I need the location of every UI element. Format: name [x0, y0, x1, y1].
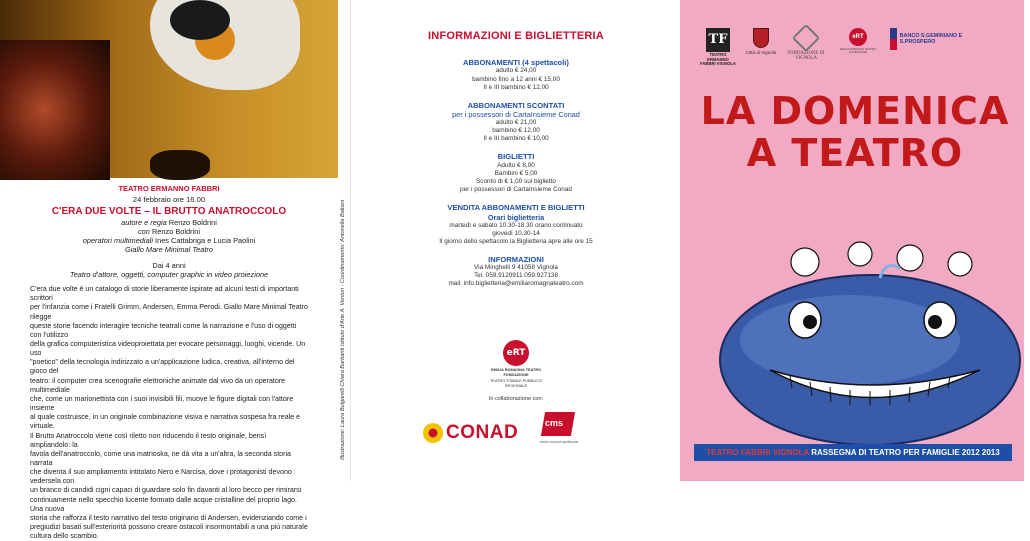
- banco-mark-icon: [890, 28, 897, 50]
- ert-small-logo: eRT EMILIA ROMAGNA TEATRO FONDAZIONE: [834, 28, 882, 54]
- genre: Teatro d'attore, oggetti, computer graphic in video proiezione: [69, 269, 269, 279]
- ert-logo: eRT EMILIA ROMAGNA TEATRO FONDAZIONE TEATRO STABILE PUBBLICO REGIONALE: [481, 340, 551, 388]
- show-photo: [0, 0, 338, 178]
- sponsor-logos: [700, 28, 1014, 72]
- banco-logo: BANCO S.GEMINIANO E S.PROSPERO: [890, 28, 966, 50]
- show-title: C'ERA DUE VOLTE – IL BRUTTO ANATROCCOLO: [51, 205, 287, 217]
- age-range: Dai 4 anni: [152, 260, 186, 270]
- knot-icon: [792, 24, 820, 52]
- teatro-fabbri-logo: TF TEATRO ERMANNO FABBRI VIGNOLA: [700, 28, 736, 67]
- collaboration-label: In collaborazione con:: [488, 396, 544, 402]
- credit-author: autore e regia Renzo Boldrini: [121, 217, 217, 227]
- venue-name: TEATRO ERMANNO FABBRI: [118, 184, 220, 193]
- section-abbonamenti: ABBONAMENTI (4 spettacoli) adulto € 24,00 bambino fino a 12 anni € 15,00 II e III bambino € 12,00: [463, 58, 569, 91]
- info-heading: INFORMAZIONI E BIGLIETTERIA: [428, 30, 604, 42]
- series-banner: TEATRO FABBRI VIGNOLA RASSEGNA DI TEATRO PER FAMIGLIE 2012 2013: [694, 444, 1012, 461]
- credit-multimedia: operatori multimediali Ines Cattabriga e Lucia Paolini: [82, 236, 256, 246]
- show-details: [30, 184, 308, 541]
- company-name: Giallo Mare Minimal Teatro: [124, 245, 214, 255]
- conad-logo: CONAD: [423, 422, 518, 444]
- cover-title: LA DOMENICA A TEATRO: [700, 89, 1010, 175]
- actor-image: [0, 40, 110, 180]
- cms-logo: cms centro musica spettacolo: [537, 410, 577, 450]
- vignola-crest-logo: Città di Vignola: [744, 28, 778, 55]
- show-description: C'era due volte è un catalogo di storie liberamente ispirate ad alcuni testi di importanti scrittori per l'infanzia come i Fratelli Grimm, Andersen, Emma Perodi. Giallo Mare Minimal Teatro rilegge queste storie facendo interagire tecniche teatrali come la narrazione e l'uso di oggetti con l'utilizzo della grafica computeristica videoproiettata per evocare personaggi, luoghi, vicende. Un uso "poetico" della tecnologia indirizzato a un'applicazione ludica, creativa, all'interno del gioco del teatro: il computer crea scenografie elettroniche animate dal vivo da un operatore multimediale che, come un marionettista con i suoi invisibili fili, muove le figure digitali con l'attore insieme al quale costruisce, in un originale combinazione visiva e narrativa sospesa fra reale e virtuale. Il Brutto Anatroccolo viene così riletto non riducendo il testo originale, bensì ampliandolo: la favola dell'anatroccolo, come una matrioska, ne dà vita a un'altra, la seconda storia narrata che diventa il suo ampliamento intitolato Nero e Narcisa, dove i protagonisti devono vedersela con un branco di candidi cigni capaci di guardare solo fin davanti al loro becco per rimirarsi continuamente nello specchio lucente formato dalle acque cristalline del proprio lago. Una nuova storia che rafforza il testo narrativo del testo originario di Andersen, evidenziando come i pregiudizi basati sull'esteriorità possono creare ostacoli insormontabili a una più naturale cultura dello scambio.: [30, 285, 308, 541]
- cover-panel: [680, 0, 1024, 481]
- shield-icon: [753, 28, 769, 48]
- show-date: 24 febbraio ore 16.00: [132, 195, 206, 205]
- conad-flower-icon: [423, 423, 443, 443]
- info-email[interactable]: mail: info.biglietteria@emiliaromagnateatro.com: [448, 280, 584, 288]
- section-vendita: VENDITA ABBONAMENTI E BIGLIETTI Orari biglietteria martedì e sabato 10.30-18.30 orario continuato giovedì 10.30-14 Il giorno dello spettacolo la Biglietteria apre alle ore 15: [439, 203, 593, 245]
- section-abbonamenti-scontati: ABBONAMENTI SCONTATI per i possessori di CartaInsieme Conad adulto € 21,00 bambino € 12,00 II e III bambino € 10,00: [452, 100, 580, 143]
- section-biglietti: BIGLIETTI Adulto € 8,00 Bambini € 5,00 Sconto di € 1,00 sul biglietto per i possessori di CartaInsieme Conad: [460, 152, 572, 194]
- credit-cast: con Renzo Boldrini: [137, 227, 201, 237]
- section-informazioni: INFORMAZIONI Via Minghelli 9 41058 Vignola Tel. 059.9120911 059.927138 mail: info.biglietteria@emiliaromagnateatro.com: [351, 255, 681, 289]
- fondazione-logo: FONDAZIONE DI VIGNOLA: [786, 28, 826, 61]
- show-panel: [0, 0, 338, 541]
- info-panel: [350, 0, 680, 481]
